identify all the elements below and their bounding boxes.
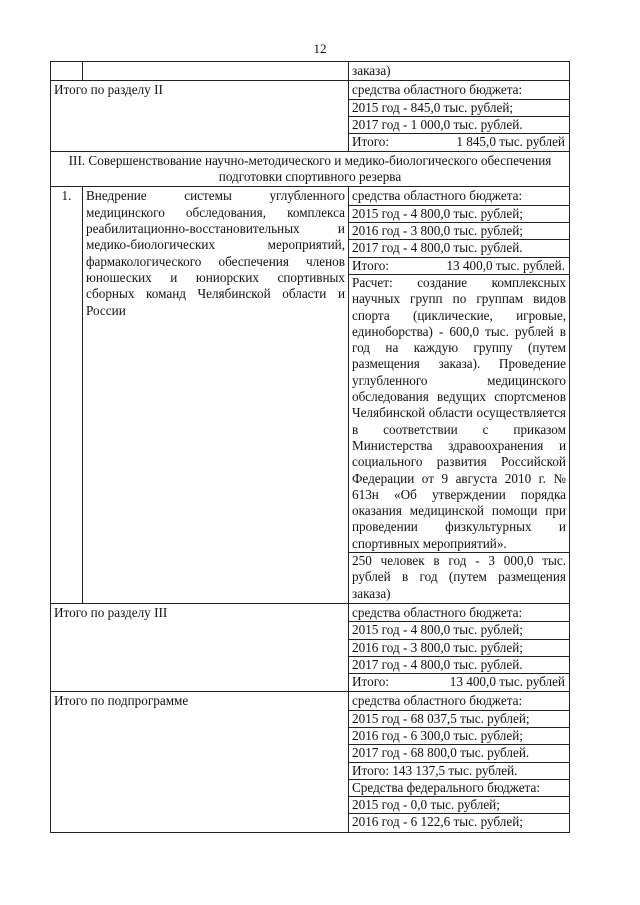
total-label: Итого: [352,134,390,150]
section2-total-label: Итого по разделу II [51,81,349,152]
funding-line: средства областного бюджета: [349,188,569,205]
funding-line: 2016 год - 6 300,0 тыс. рублей; [349,728,569,745]
people-cost-text: 250 человек в год - 3 000,0 тыс. рублей в год (путем размещения заказа) [352,553,566,601]
page-number: 12 [313,41,327,56]
funding-line: 2015 год - 4 800,0 тыс. рублей; [349,206,569,223]
total-value: 13 400,0 тыс. рублей. [446,257,565,273]
funding-total-line [349,134,569,150]
section2-total-funding [349,81,570,152]
table-row-section3-total [51,603,570,691]
funding-line: 2015 год - 68 037,5 тыс. рублей; [349,711,569,728]
funding-line: 2017 год - 4 800,0 тыс. рублей. [349,240,569,257]
funding-line: средства областного бюджета: [349,693,569,710]
funding-line: 2017 год - 68 800,0 тыс. рублей. [349,745,569,762]
funding-line: 2017 год - 1 000,0 тыс. рублей. [349,117,569,134]
funding-line: Итого: 143 137,5 тыс. рублей. [349,763,569,780]
calculation-text: Расчет: создание комплексных научных групп по группам видов спорта (циклические, игровые, единоборства) - 600,0 тыс. рублей в год на каждую группу (путем размещения заказа). Проведение углубленного медицинского обследования ведущих спортсменов Челябинской области осуществляется в соответствии с приказом Министерства здравоохранения и социального развития Российской Федерации от 9 августа 2010 г. № 613н «Об утверждении порядка оказания медицинской помощи при проведении физкультурных и спортивных мероприятий». [349,275,569,553]
table-row-continuation [51,62,570,81]
total-label: Итого: [352,257,390,273]
table-row-subprogram-total [51,692,570,832]
funding-line: средства областного бюджета: [349,605,569,622]
section3-total-label: Итого по разделу III [51,603,349,691]
subprogram-total-label: Итого по подпрограмме [51,692,349,832]
funding-line: 2015 год - 845,0 тыс. рублей; [349,100,569,117]
funding-line: 2016 год - 3 800,0 тыс. рублей; [349,223,569,240]
total-value: 1 845,0 тыс. рублей [456,134,565,150]
funding-line: Средства федерального бюджета: [349,780,569,797]
total-value: 13 400,0 тыс. рублей [449,674,565,690]
funding-line: 2017 год - 4 800,0 тыс. рублей. [349,657,569,674]
table-row-section2-total [51,81,570,152]
funding-line: 2016 год - 3 800,0 тыс. рублей; [349,640,569,657]
table-row-section3-item [51,187,570,603]
funding-line: 2015 год - 4 800,0 тыс. рублей; [349,622,569,639]
funding-line: средства областного бюджета: [349,82,569,99]
item-number: 1. [51,187,83,603]
funding-line: 2015 год - 0,0 тыс. рублей; [349,797,569,814]
funding-total-line [349,258,569,275]
budget-table [50,61,570,833]
subprogram-total-funding [349,692,570,832]
item-funding [349,187,570,603]
cell-continuation-text: заказа) [349,62,570,81]
section3-total-funding [349,603,570,691]
section3-heading: III. Совершенствование научно-методического и медико-биологического обеспечения подготовки спортивного резерва [51,152,570,187]
item-description: Внедрение системы углубленного медицинского обследования, комплекса реабилитационно-восстановительных и медико-биологических мероприятий, фармакологического обеспечения членов юношеских и юниорских спортивных сборных команд Челябинской области и России [83,187,349,603]
cell-empty [83,62,349,81]
funding-line: 2016 год - 6 122,6 тыс. рублей; [352,814,523,830]
table-row-section3-heading [51,152,570,187]
total-label: Итого: [352,674,390,690]
cell-empty [51,62,83,81]
funding-total-line [349,674,569,690]
